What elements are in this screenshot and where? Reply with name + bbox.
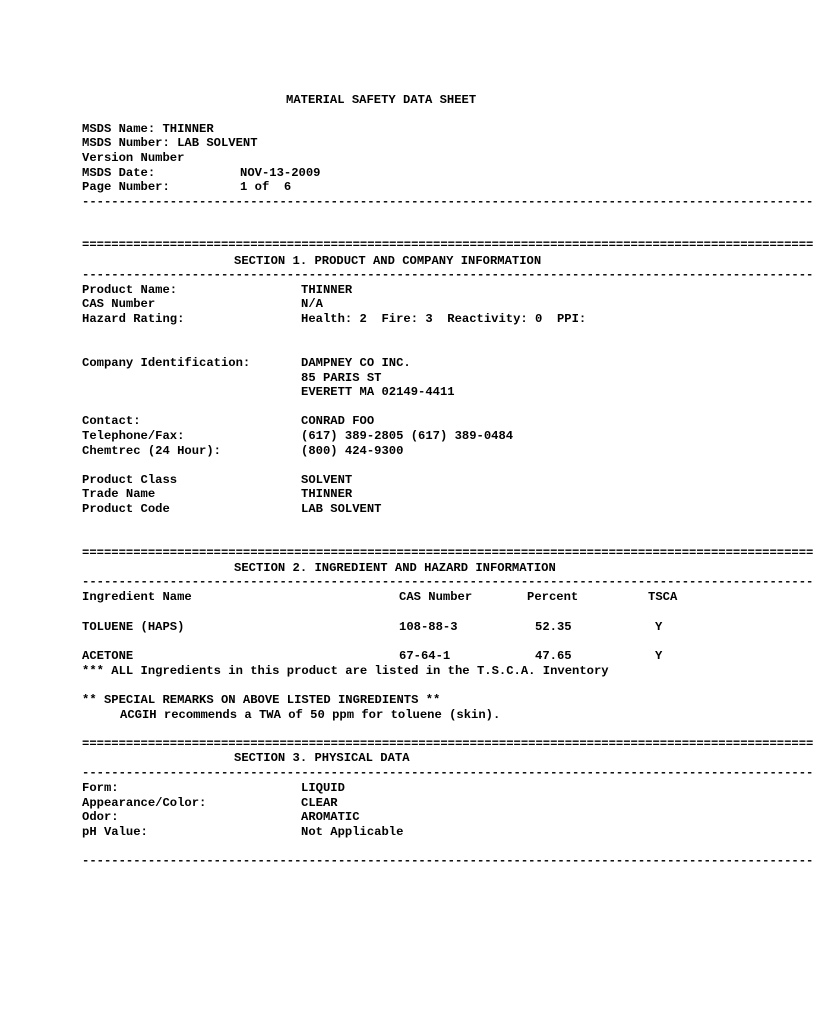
product-class-label: Product Class <box>82 473 178 487</box>
appearance-value: CLEAR <box>301 796 338 810</box>
contact-label: Contact: <box>82 414 141 428</box>
ingredient-cas: 67-64-1 <box>399 649 451 663</box>
special-remarks-text: ACGIH recommends a TWA of 50 ppm for toluene (skin). <box>120 708 501 722</box>
divider-dash: ---------------------------------------------------------------------------------------------------- <box>82 766 813 780</box>
divider-dash: ---------------------------------------------------------------------------------------------------- <box>82 195 813 209</box>
divider-dash: ---------------------------------------------------------------------------------------------------- <box>82 575 813 589</box>
tsca-inventory-note: *** ALL Ingredients in this product are listed in the T.S.C.A. Inventory <box>82 664 609 678</box>
trade-name-label: Trade Name <box>82 487 156 501</box>
msds-number: MSDS Number: LAB SOLVENT <box>82 136 258 150</box>
divider-dash: ---------------------------------------------------------------------------------------------------- <box>82 854 813 868</box>
msds-date-value: NOV-13-2009 <box>240 166 321 180</box>
product-code-label: Product Code <box>82 502 170 516</box>
contact-value: CONRAD FOO <box>301 414 375 428</box>
cas-number-value: N/A <box>301 297 323 311</box>
product-name-label: Product Name: <box>82 283 178 297</box>
hazard-rating-label: Hazard Rating: <box>82 312 185 326</box>
company-identification-label: Company Identification: <box>82 356 251 370</box>
column-header-ingredient: Ingredient Name <box>82 590 192 604</box>
telephone-fax-label: Telephone/Fax: <box>82 429 185 443</box>
column-header-tsca: TSCA <box>648 590 678 604</box>
ingredient-name: TOLUENE (HAPS) <box>82 620 185 634</box>
chemtrec-label: Chemtrec (24 Hour): <box>82 444 221 458</box>
ingredient-name: ACETONE <box>82 649 134 663</box>
product-class-value: SOLVENT <box>301 473 353 487</box>
section2-heading: SECTION 2. INGREDIENT AND HAZARD INFORMATION <box>234 561 556 575</box>
ingredient-percent: 52.35 <box>535 620 572 634</box>
column-header-cas: CAS Number <box>399 590 473 604</box>
document-title: MATERIAL SAFETY DATA SHEET <box>286 93 477 107</box>
ingredient-tsca: Y <box>655 620 663 634</box>
divider-equals: ==================================================================================================== <box>82 238 813 252</box>
divider-dash: ---------------------------------------------------------------------------------------------------- <box>82 268 813 282</box>
company-street: 85 PARIS ST <box>301 371 382 385</box>
product-code-value: LAB SOLVENT <box>301 502 382 516</box>
ph-value-label: pH Value: <box>82 825 148 839</box>
appearance-label: Appearance/Color: <box>82 796 207 810</box>
msds-name: MSDS Name: THINNER <box>82 122 214 136</box>
section1-heading: SECTION 1. PRODUCT AND COMPANY INFORMATION <box>234 254 542 268</box>
section3-heading: SECTION 3. PHYSICAL DATA <box>234 751 410 765</box>
ingredient-percent: 47.65 <box>535 649 572 663</box>
ingredient-cas: 108-88-3 <box>399 620 458 634</box>
chemtrec-value: (800) 424-9300 <box>301 444 404 458</box>
page-number-label: Page Number: <box>82 180 170 194</box>
hazard-rating-value: Health: 2 Fire: 3 Reactivity: 0 PPI: <box>301 312 587 326</box>
trade-name-value: THINNER <box>301 487 353 501</box>
ingredient-tsca: Y <box>655 649 663 663</box>
special-remarks-heading: ** SPECIAL REMARKS ON ABOVE LISTED INGREDIENTS ** <box>82 693 441 707</box>
msds-date-label: MSDS Date: <box>82 166 156 180</box>
divider-equals: ==================================================================================================== <box>82 737 813 751</box>
version-number: Version Number <box>82 151 185 165</box>
telephone-fax-value: (617) 389-2805 (617) 389-0484 <box>301 429 514 443</box>
form-label: Form: <box>82 781 119 795</box>
page-number-value: 1 of 6 <box>240 180 292 194</box>
ph-value-value: Not Applicable <box>301 825 404 839</box>
cas-number-label: CAS Number <box>82 297 156 311</box>
column-header-percent: Percent <box>527 590 579 604</box>
form-value: LIQUID <box>301 781 345 795</box>
company-name: DAMPNEY CO INC. <box>301 356 411 370</box>
odor-value: AROMATIC <box>301 810 360 824</box>
odor-label: Odor: <box>82 810 119 824</box>
company-city: EVERETT MA 02149-4411 <box>301 385 455 399</box>
product-name-value: THINNER <box>301 283 353 297</box>
divider-equals: ==================================================================================================== <box>82 546 813 560</box>
